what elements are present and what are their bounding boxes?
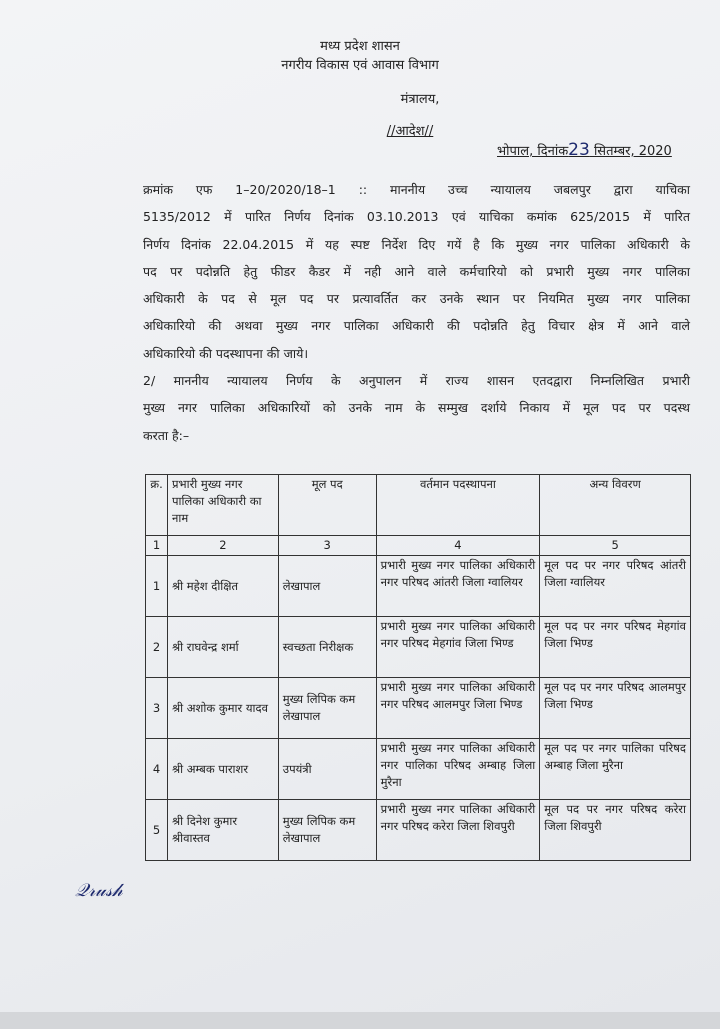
postings-table bbox=[145, 474, 691, 861]
other-details-cell: मूल पद पर नगर परिषद आंतरी जिला ग्वालियर bbox=[540, 556, 691, 617]
col-num: 2 bbox=[167, 536, 278, 556]
original-post-cell: मुख्य लिपिक कम लेखापाल bbox=[278, 800, 376, 861]
other-details-cell: मूल पद पर नगर परिषद आलमपुर जिला भिण्ड bbox=[540, 678, 691, 739]
serial-cell: 3 bbox=[146, 678, 168, 739]
table-header-row bbox=[146, 475, 691, 536]
name-cell: श्री महेश दीक्षित bbox=[167, 556, 278, 617]
original-post-cell: लेखापाल bbox=[278, 556, 376, 617]
other-details-cell: मूल पद पर नगर परिषद करेरा जिला शिवपुरी bbox=[540, 800, 691, 861]
column-number-row bbox=[146, 536, 691, 556]
line: अधिकारी के पद से मूल पद पर प्रत्यावर्तित कर उनके स्थान पर नियमित मुख्य नगर पालिका bbox=[143, 291, 690, 307]
line: पद पर पदोन्नति हेतु फीडर कैडर में नही आने वाले कर्मचारियो को प्रभारी मुख्य नगर पालिका bbox=[143, 263, 690, 279]
ministry: मंत्रालय, bbox=[400, 92, 440, 107]
date-suffix: सितम्बर, 2020 bbox=[589, 144, 672, 159]
other-details-cell: मूल पद पर नगर परिषद मेहगांव जिला भिण्ड bbox=[540, 617, 691, 678]
line: 2/ माननीय न्यायालय निर्णय के अनुपालन में राज्य शासन एतदद्वारा निम्नलिखित प्रभारी bbox=[143, 373, 690, 389]
current-posting-cell: प्रभारी मुख्य नगर पालिका अधिकारी नगर परिषद आंतरी जिला ग्वालियर bbox=[376, 556, 540, 617]
table-row bbox=[146, 678, 691, 739]
header-serial: क्र. bbox=[146, 475, 168, 536]
header-name: प्रभारी मुख्य नगर पालिका अधिकारी का नाम bbox=[167, 475, 278, 536]
govt-title: मध्य प्रदेश शासन bbox=[320, 39, 400, 54]
table-row bbox=[146, 617, 691, 678]
line: 5135/2012 में पारित निर्णय दिनांक 03.10.2013 एवं याचिका कमांक 625/2015 में पारित bbox=[143, 209, 690, 225]
current-posting-cell: प्रभारी मुख्य नगर पालिका अधिकारी नगर परिषद करेरा जिला शिवपुरी bbox=[376, 800, 540, 861]
col-num: 1 bbox=[146, 536, 168, 556]
signature: 𝒬𝓇𝓊𝓈𝒽 bbox=[75, 880, 123, 901]
table-row bbox=[146, 556, 691, 617]
other-details-cell: मूल पद पर नगर पालिका परिषद अम्बाह जिला मुरैना bbox=[540, 739, 691, 800]
col-num: 5 bbox=[540, 536, 691, 556]
order-heading: //आदेश// bbox=[386, 124, 434, 139]
date-day: 23 bbox=[568, 140, 590, 160]
current-posting-cell: प्रभारी मुख्य नगर पालिका अधिकारी नगर पालिका परिषद अम्बाह जिला मुरैना bbox=[376, 739, 540, 800]
line: निर्णय दिनांक 22.04.2015 में यह स्पष्ट निर्देश दिए गयें है कि मुख्य नगर पालिका अधिकारी के bbox=[143, 236, 690, 252]
current-posting-cell: प्रभारी मुख्य नगर पालिका अधिकारी नगर परिषद मेहगांव जिला भिण्ड bbox=[376, 617, 540, 678]
serial-cell: 5 bbox=[146, 800, 168, 861]
date-line bbox=[497, 140, 672, 160]
bottom-strip bbox=[0, 1012, 720, 1029]
name-cell: श्री दिनेश कुमार श्रीवास्तव bbox=[167, 800, 278, 861]
date-prefix: भोपाल, दिनांक bbox=[497, 144, 569, 159]
name-cell: श्री अम्बक पाराशर bbox=[167, 739, 278, 800]
line: क्रमांक एफ 1–20/2020/18–1 :: माननीय उच्च न्यायालय जबलपुर द्वारा याचिका bbox=[143, 182, 690, 197]
header-current-posting: वर्तमान पदस्थापना bbox=[376, 475, 540, 536]
serial-cell: 2 bbox=[146, 617, 168, 678]
table-row bbox=[146, 800, 691, 861]
original-post-cell: स्वच्छता निरीक्षक bbox=[278, 617, 376, 678]
line: अधिकारियो की पदस्थापना की जाये। bbox=[143, 345, 309, 361]
line: अधिकारियो की अथवा मुख्य नगर पालिका अधिकारी की पदोन्नति हेतु विचार क्षेत्र में आने वाले bbox=[143, 318, 690, 334]
name-cell: श्री अशोक कुमार यादव bbox=[167, 678, 278, 739]
name-cell: श्री राघवेन्द्र शर्मा bbox=[167, 617, 278, 678]
serial-cell: 1 bbox=[146, 556, 168, 617]
col-num: 4 bbox=[376, 536, 540, 556]
current-posting-cell: प्रभारी मुख्य नगर पालिका अधिकारी नगर परिषद आलमपुर जिला भिण्ड bbox=[376, 678, 540, 739]
original-post-cell: उपयंत्री bbox=[278, 739, 376, 800]
line: करता है:– bbox=[143, 427, 190, 443]
serial-cell: 4 bbox=[146, 739, 168, 800]
col-num: 3 bbox=[278, 536, 376, 556]
table-row bbox=[146, 739, 691, 800]
line: मुख्य नगर पालिका अधिकारियों को उनके नाम के सम्मुख दर्शाये निकाय में मूल पद पर पदस्थ bbox=[143, 400, 690, 416]
header-original-post: मूल पद bbox=[278, 475, 376, 536]
department-title: नगरीय विकास एवं आवास विभाग bbox=[281, 58, 439, 73]
original-post-cell: मुख्य लिपिक कम लेखापाल bbox=[278, 678, 376, 739]
paragraph-1 bbox=[143, 176, 690, 449]
header-other-details: अन्य विवरण bbox=[540, 475, 691, 536]
